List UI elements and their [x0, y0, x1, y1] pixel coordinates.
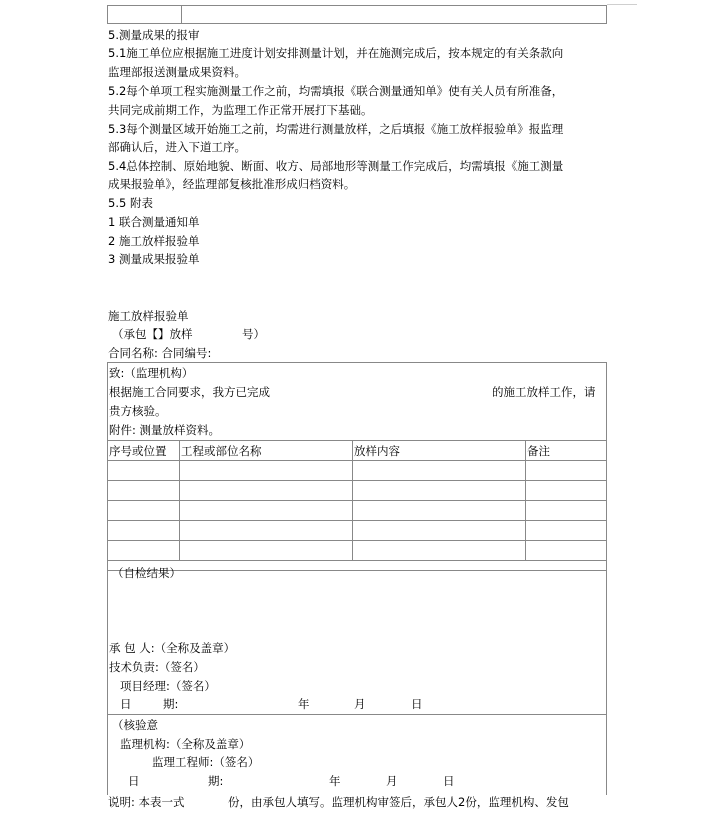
- year-label: 年: [329, 774, 341, 788]
- day-label: 日: [443, 774, 455, 788]
- supervisor-org-line: 监理机构:（全称及盖章）: [120, 737, 251, 751]
- form-code-suffix: 号）: [242, 327, 265, 341]
- layout-items-table: [107, 440, 607, 561]
- table-cell: [180, 481, 353, 501]
- appendix-title: 5.5 附表: [108, 196, 153, 210]
- table-cell: [353, 521, 526, 541]
- paragraph-5-4-line-1: 5.4总体控制、原始地貌、断面、收方、局部地形等测量工作完成后，均需填报《施工测量: [108, 159, 564, 173]
- form-body-left: 根据施工合同要求，我方已完成: [109, 385, 270, 399]
- table-cell: [353, 461, 526, 481]
- table-cell: [108, 521, 180, 541]
- form-body-right: 的施工放样工作，请: [492, 385, 596, 399]
- table-cell: [108, 541, 180, 561]
- paragraph-5-4-line-2: 成果报验单》，经监理部复核批准形成归档资料。: [108, 177, 356, 191]
- table-cell: [180, 501, 353, 521]
- page-corner-mark: [607, 4, 637, 5]
- paragraph-5-3-line-2: 部确认后，进入下道工序。: [108, 140, 246, 154]
- table-cell: [353, 541, 526, 561]
- table-row: [108, 541, 607, 561]
- date-label: 期:: [208, 774, 224, 788]
- to-line: 致:（监理机构）: [109, 366, 194, 380]
- day-label: 日: [411, 697, 423, 711]
- month-label: 月: [386, 774, 398, 788]
- table-cell: [526, 461, 607, 481]
- contract-line: 合同名称: 合同编号:: [108, 346, 212, 360]
- month-label: 月: [354, 697, 366, 711]
- table-row: [108, 521, 607, 541]
- table-cell: [182, 6, 607, 24]
- paragraph-5-1-line-1: 5.1施工单位应根据施工进度计划安排测量计划，并在施测完成后，按本规定的有关条款向: [108, 46, 564, 60]
- tech-lead-line: 技术负责:（签名）: [109, 660, 205, 674]
- form-divider: [108, 714, 606, 715]
- table-cell: [526, 541, 607, 561]
- section-heading: 5.测量成果的报审: [108, 28, 200, 42]
- note-left: 说明: 本表一式: [108, 795, 185, 809]
- table-row: [108, 461, 607, 481]
- paragraph-5-2-line-2: 共同完成前期工作，为监理工作正常开展打下基础。: [108, 103, 373, 117]
- paragraph-5-1-line-2: 监理部报送测量成果资料。: [108, 65, 246, 79]
- table-cell: [108, 501, 180, 521]
- table-cell: [526, 481, 607, 501]
- note-right: 份，由承包人填写。监理机构审签后，承包人2份，监理机构、发包: [228, 795, 569, 809]
- supervisor-engineer-line: 监理工程师:（签名）: [152, 755, 260, 769]
- table-cell: [108, 6, 182, 24]
- column-header: 备注: [526, 441, 607, 461]
- form-code-prefix: （承包【】放样: [112, 327, 193, 341]
- table-cell: [526, 501, 607, 521]
- attachment-line: 附件: 测量放样资料。: [109, 423, 221, 437]
- column-header: 放样内容: [353, 441, 526, 461]
- paragraph-5-3-line-1: 5.3每个测量区域开始施工之前，均需进行测量放样，之后填报《施工放样报验单》报监理: [108, 122, 564, 136]
- form-divider: [108, 570, 606, 571]
- column-header: 序号或位置: [108, 441, 180, 461]
- table-cell: [353, 501, 526, 521]
- appendix-item: 3 测量成果报验单: [108, 252, 200, 266]
- year-label: 年: [298, 697, 310, 711]
- review-label: （核验意: [112, 718, 158, 732]
- self-check-label: （自检结果）: [112, 566, 181, 580]
- column-header: 工程或部位名称: [180, 441, 353, 461]
- table-cell: [180, 521, 353, 541]
- appendix-item: 1 联合测量通知单: [108, 215, 200, 229]
- table-cell: [526, 521, 607, 541]
- project-manager-line: 项目经理:（签名）: [120, 679, 216, 693]
- table-cell: [108, 461, 180, 481]
- table-row: [108, 481, 607, 501]
- table-cell: [180, 541, 353, 561]
- table-cell: [108, 481, 180, 501]
- table-row: [108, 501, 607, 521]
- table-cell: [353, 481, 526, 501]
- contractor-line: 承 包 人:（全称及盖章）: [109, 641, 236, 655]
- date-day-label: 日: [120, 697, 132, 711]
- paragraph-5-2-line-1: 5.2每个单项工程实施测量工作之前，均需填报《联合测量通知单》使有关人员有所准备，: [108, 84, 564, 98]
- appendix-item: 2 施工放样报验单: [108, 234, 200, 248]
- form-title: 施工放样报验单: [108, 309, 189, 323]
- date-label: 期:: [163, 697, 179, 711]
- table-cell: [180, 461, 353, 481]
- previous-page-table-fragment: [107, 5, 607, 24]
- table-header-row: [108, 441, 607, 461]
- date-day-label: 日: [128, 774, 140, 788]
- form-body-line-2: 贵方核验。: [109, 404, 167, 418]
